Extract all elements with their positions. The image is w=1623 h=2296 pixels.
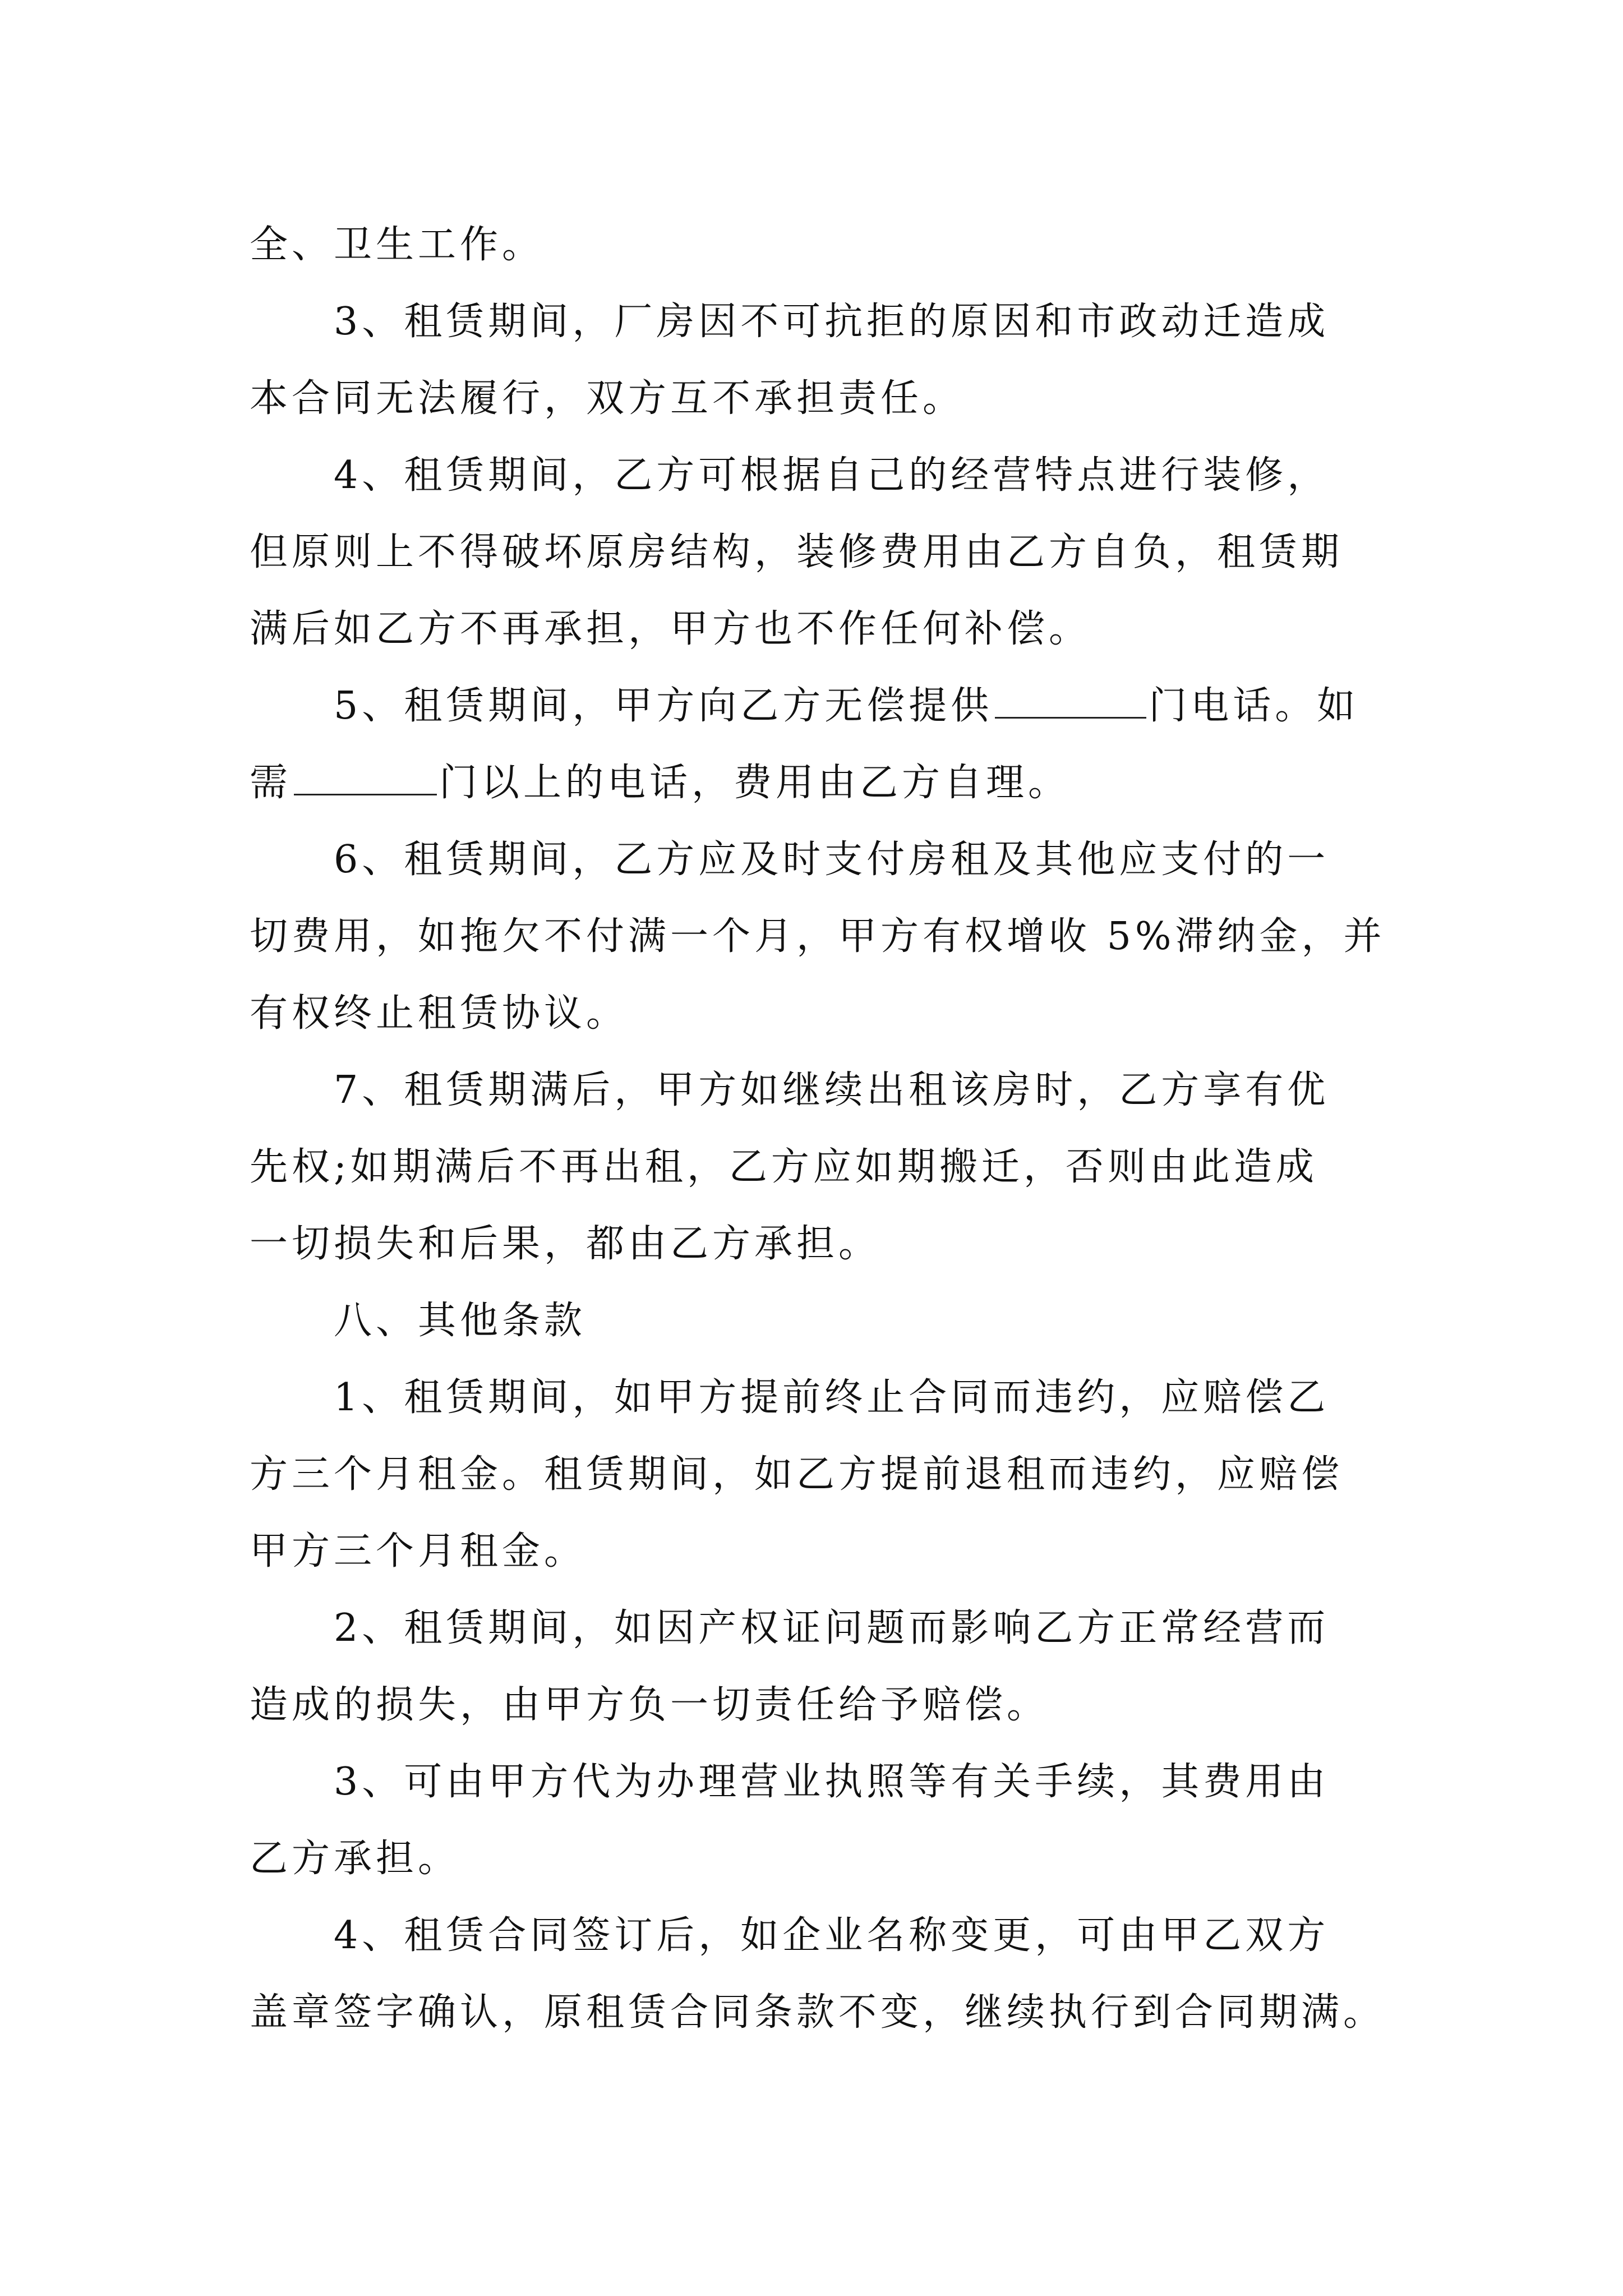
clause-4-line-1: 4、租赁期间，乙方可根据自己的经营特点进行装修， (334, 453, 1330, 498)
clause-3-line-1: 3、租赁期间，厂房因不可抗拒的原因和市政动迁造成 (334, 300, 1330, 344)
clause-6-line-2: 切费用，如拖欠不付满一个月，甲方有权增收 5%滞纳金，并 (250, 914, 1386, 959)
other-clause-4-line-1: 4、租赁合同签订后，如企业名称变更，可由甲乙双方 (334, 1913, 1330, 1958)
clause-5-line-1 (250, 668, 1388, 744)
clause-5-text-a: 5、租赁期间，甲方向乙方无偿提供 (334, 684, 993, 728)
other-clause-2-line-2: 造成的损失，由甲方负一切责任给予赔偿。 (250, 1683, 1049, 1727)
clause-5-text-b: 门电话。如 (1149, 684, 1359, 728)
other-clause-3-line-1: 3、可由甲方代为办理营业执照等有关手续，其费用由 (334, 1760, 1330, 1804)
clause-4-line-2: 但原则上不得破坏原房结构，装修费用由乙方自负，租赁期 (250, 530, 1344, 574)
clause-5-text-c: 需 (250, 761, 292, 805)
clause-4-line-3: 满后如乙方不再承担，甲方也不作任何补偿。 (250, 607, 1091, 651)
section-heading-other-terms: 八、其他条款 (334, 1299, 587, 1343)
clause-6-line-3: 有权终止租赁协议。 (250, 991, 629, 1036)
clause-7-line-2: 先权;如期满后不再出租，乙方应如期搬迁，否则由此造成 (250, 1145, 1318, 1189)
clause-3-line-2: 本合同无法履行，双方互不承担责任。 (250, 376, 965, 421)
clause-5-text-d: 门以上的电话，费用由乙方自理。 (439, 761, 1071, 805)
contract-text-body (250, 206, 1388, 2051)
clause-7-line-3: 一切损失和后果，都由乙方承担。 (250, 1222, 881, 1266)
other-clause-2-line-1: 2、租赁期间，如因产权证问题而影响乙方正常经营而 (334, 1606, 1330, 1650)
text-line: 全、卫生工作。 (250, 223, 545, 267)
other-clause-1-line-1: 1、租赁期间，如甲方提前终止合同而违约，应赔偿乙 (334, 1375, 1330, 1420)
other-clause-4-line-2: 盖章签字确认，原租赁合同条款不变，继续执行到合同期满。 (250, 1990, 1386, 2035)
clause-5-line-2 (250, 744, 1388, 821)
clause-6-line-1: 6、租赁期间，乙方应及时支付房租及其他应支付的一 (334, 838, 1330, 882)
clause-7-line-1: 7、租赁期满后，甲方如继续出租该房时，乙方享有优 (334, 1068, 1330, 1112)
extra-phone-blank (294, 761, 437, 795)
other-clause-3-line-2: 乙方承担。 (250, 1837, 460, 1881)
other-clause-1-line-3: 甲方三个月租金。 (250, 1529, 587, 1573)
phone-count-blank (995, 684, 1146, 719)
other-clause-1-line-2: 方三个月租金。租赁期间，如乙方提前退租而违约，应赔偿 (250, 1452, 1344, 1497)
